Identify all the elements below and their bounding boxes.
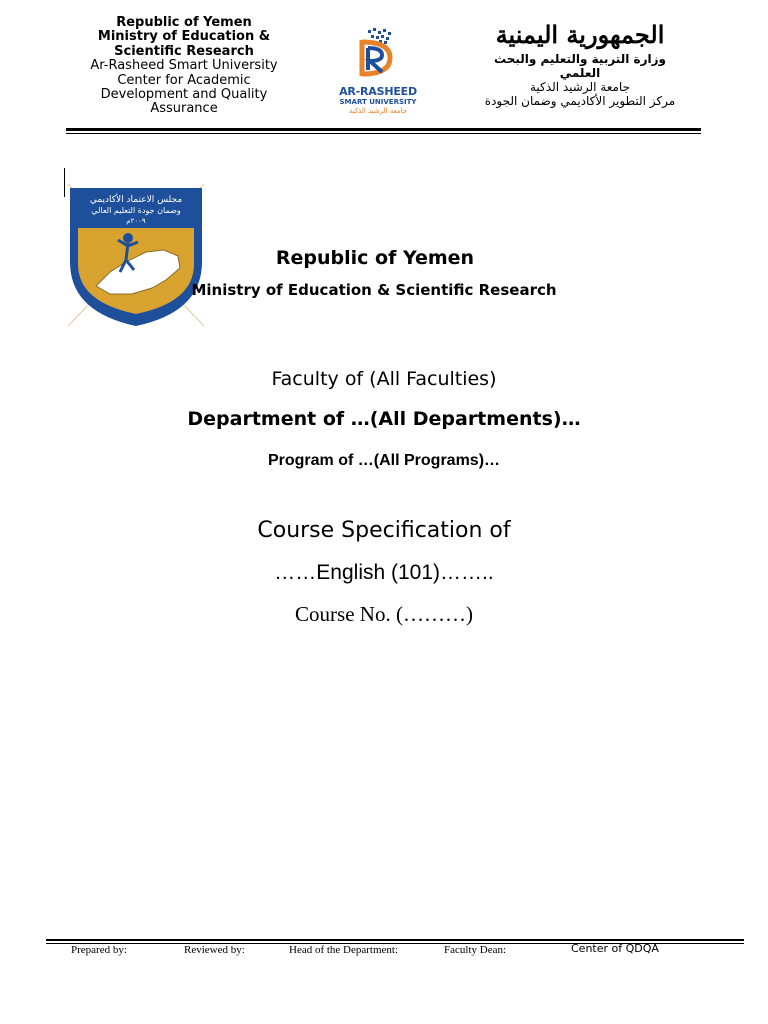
header-divider-thin — [66, 133, 701, 134]
title-course-number: Course No. (………) — [295, 602, 473, 626]
header-ministry-cont: Scientific Research — [114, 43, 254, 59]
header-right-ministry-cont: العلمي — [559, 66, 601, 80]
header-university: Ar-Rasheed Smart University — [90, 58, 278, 74]
title-course-spec: Course Specification of — [257, 518, 511, 543]
text-cursor — [64, 168, 65, 197]
header-right-ministry: وزارة التربية والتعليم والبحث — [494, 52, 666, 66]
footer-prepared-by: Prepared by: — [71, 944, 127, 956]
title-republic: Republic of Yemen — [275, 247, 475, 269]
republic-calligraphy: الجمهورية اليمنية — [495, 20, 665, 49]
title-course-name: ……English (101)…….. — [274, 561, 494, 584]
seal-text-line2: وضمان جودة التعليم العالي — [91, 206, 181, 215]
header-divider-thick — [66, 128, 701, 131]
header-center-cont: Development and Quality — [100, 87, 268, 103]
header-ministry: Ministry of Education & — [97, 29, 271, 45]
header-left-block — [84, 16, 284, 117]
header-right-university: جامعة الرشيد الذكية — [530, 80, 630, 94]
seal-text-line1: مجلس الاعتماد الأكاديمي — [89, 195, 183, 205]
header-center: Center for Academic — [117, 72, 251, 88]
footer-reviewed-by: Reviewed by: — [184, 944, 245, 956]
header-republic: Republic of Yemen — [116, 15, 252, 30]
header-right-block — [470, 18, 690, 108]
title-department: Department of …(All Departments)… — [187, 408, 581, 430]
seal-text-line3: ٢٠٠٩م — [126, 217, 146, 225]
title-ministry: Ministry of Education & Scientific Research — [191, 281, 557, 299]
footer-divider-thick — [46, 939, 744, 941]
footer-faculty-dean: Faculty Dean: — [444, 944, 507, 956]
title-program: Program of …(All Programs)… — [267, 452, 501, 469]
title-faculty: Faculty of (All Faculties) — [271, 368, 497, 390]
footer-head-of-department: Head of the Department: — [289, 944, 399, 956]
header-right-center: مركز التطوير الأكاديمي وضمان الجودة — [484, 94, 676, 108]
ar-rasheed-mark-icon — [332, 26, 424, 86]
university-logo-name: AR-RASHEED — [339, 85, 417, 98]
university-logo-arabic: جامعة الرشيد الذكية — [348, 107, 408, 115]
university-logo-subtitle: SMART UNIVERSITY — [339, 98, 417, 106]
footer-center-qdqa: Center of QDQA — [571, 942, 659, 955]
header-center-end: Assurance — [150, 101, 218, 117]
university-logo — [332, 26, 424, 118]
